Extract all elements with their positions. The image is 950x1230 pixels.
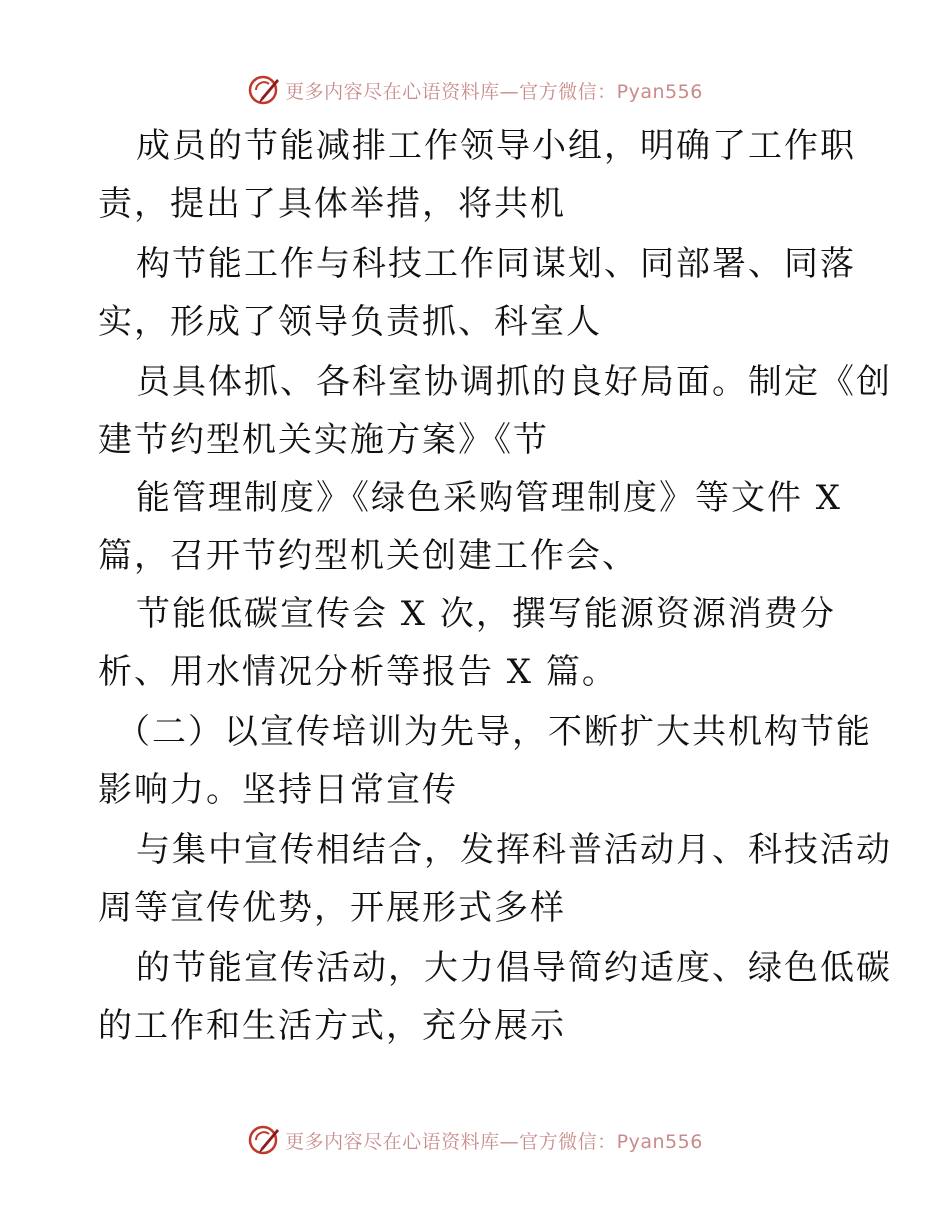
body-line: 析、用水情况分析等报告 X 篇。 [98, 652, 618, 692]
body-line: 篇，召开节约型机关创建工作会、 [98, 536, 638, 576]
footer-watermark [0, 1120, 950, 1160]
watermark-text: 更多内容尽在心语资料库—官方微信：Pyan556 [285, 1130, 703, 1153]
body-line: 构节能工作与科技工作同谋划、同部署、同落 [136, 244, 856, 284]
body-line: 与集中宣传相结合，发挥科普活动月、科技活动 [136, 830, 892, 870]
body-line: 节能低碳宣传会 X 次，撰写能源资源消费分 [136, 594, 836, 634]
body-line: 能管理制度》《绿色采购管理制度》等文件 X [136, 478, 843, 518]
body-line: 的节能宣传活动，大力倡导简约适度、绿色低碳 [136, 948, 892, 988]
body-line: 实，形成了领导负责抓、科室人 [98, 302, 602, 342]
pen-logo-icon [247, 1123, 281, 1157]
body-line: 责，提出了具体举措，将共机 [98, 184, 566, 224]
body-line: 周等宣传优势，开展形式多样 [98, 888, 566, 928]
watermark-text: 更多内容尽在心语资料库—官方微信：Pyan556 [285, 80, 703, 103]
section-heading-line: （二）以宣传培训为先导，不断扩大共机构节能 [116, 712, 872, 752]
body-line: 员具体抓、各科室协调抓的良好局面。制定《创 [136, 362, 892, 402]
body-line: 的工作和生活方式，充分展示 [98, 1006, 566, 1046]
body-line: 影响力。坚持日常宣传 [98, 770, 458, 810]
body-line: 成员的节能减排工作领导小组，明确了工作职 [136, 126, 856, 166]
body-line: 建节约型机关实施方案》《节 [98, 420, 549, 460]
